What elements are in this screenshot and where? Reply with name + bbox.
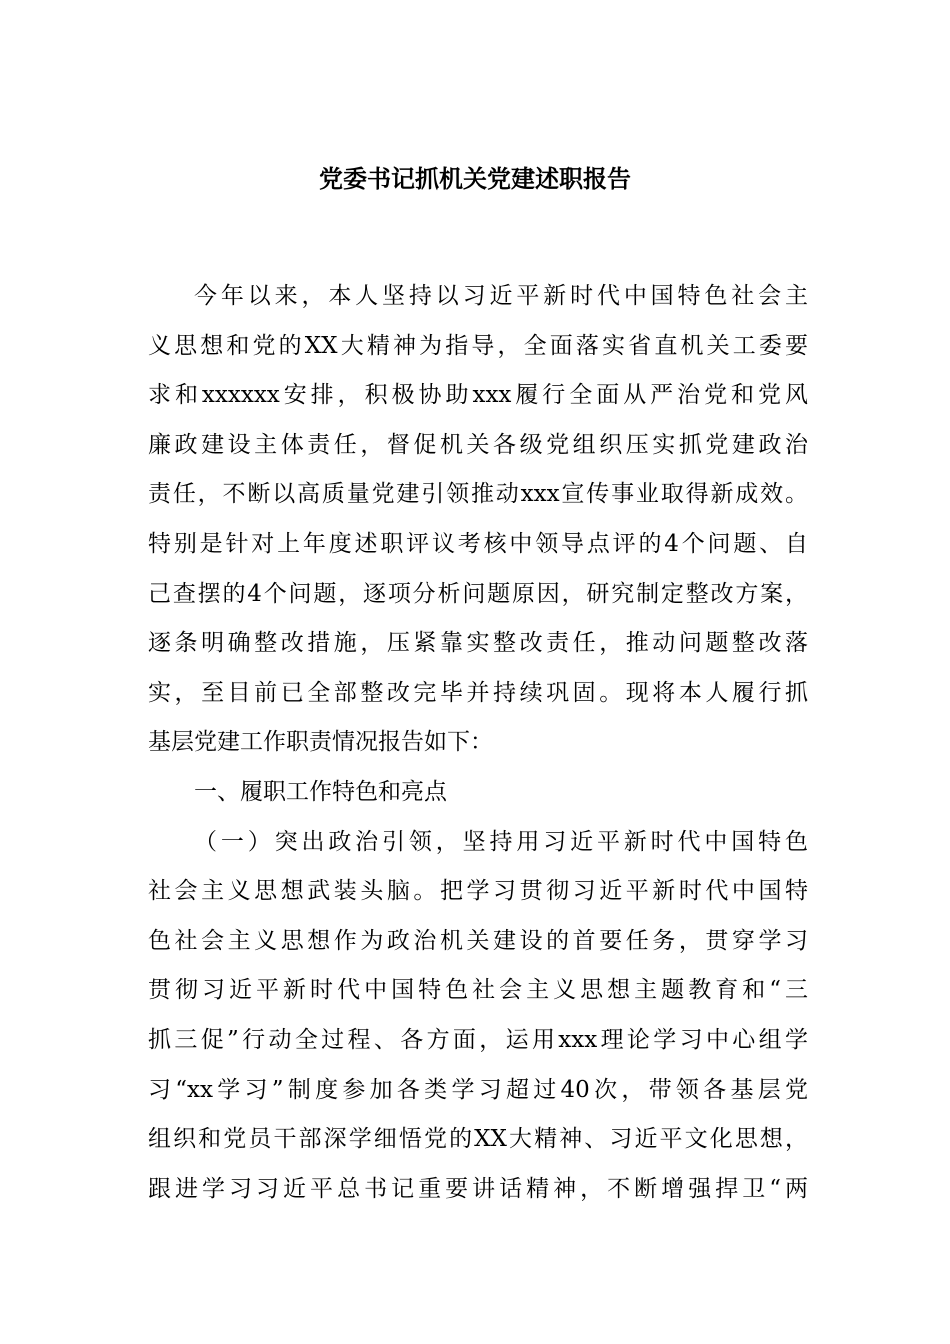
paragraph-line: 特别是针对上年度述职评议考核中领导点评的4个问题、自: [148, 530, 808, 557]
paragraph-line: 贯彻习近平新时代中国特色社会主义思想主题教育和“三: [148, 977, 808, 1004]
document-body: [148, 272, 808, 1214]
paragraph-line: 义思想和党的XX大精神为指导，全面落实省直机关工委要: [148, 332, 808, 359]
paragraph-line: 己查摆的4个问题，逐项分析问题原因，研究制定整改方案，: [148, 580, 808, 607]
section-heading: 一、履职工作特色和亮点: [194, 778, 447, 805]
paragraph-line: 逐条明确整改措施，压紧靠实整改责任，推动问题整改落: [148, 630, 808, 657]
subsection-heading: （一）突出政治引领，坚持用习近平新时代中国特色: [194, 828, 808, 855]
paragraph-line: 求和xxxxxx安排，积极协助xxx履行全面从严治党和党风: [148, 382, 808, 409]
paragraph-line: 廉政建设主体责任，督促机关各级党组织压实抓党建政治: [148, 431, 808, 458]
paragraph-line: 抓三促”行动全过程、各方面，运用xxx理论学习中心组学: [148, 1026, 808, 1053]
paragraph-line: 色社会主义思想作为政治机关建设的首要任务，贯穿学习: [148, 927, 808, 954]
paragraph-line: 责任，不断以高质量党建引领推动xxx宣传事业取得新成效。: [148, 481, 808, 508]
document-title: 党委书记抓机关党建述职报告: [319, 164, 631, 193]
paragraph-line: 习“xx学习”制度参加各类学习超过40次，带领各基层党: [148, 1076, 808, 1103]
paragraph-line: 组织和党员干部深学细悟党的XX大精神、习近平文化思想，: [148, 1126, 808, 1153]
paragraph-line: 基层党建工作职责情况报告如下：: [148, 729, 493, 756]
paragraph-line: 今年以来，本人坚持以习近平新时代中国特色社会主: [194, 283, 808, 309]
paragraph-line: 跟进学习习近平总书记重要讲话精神，不断增强捍卫“两: [148, 1175, 808, 1202]
paragraph-line: 实，至目前已全部整改完毕并持续巩固。现将本人履行抓: [148, 679, 808, 706]
paragraph-line: 社会主义思想武装头脑。把学习贯彻习近平新时代中国特: [148, 878, 808, 905]
